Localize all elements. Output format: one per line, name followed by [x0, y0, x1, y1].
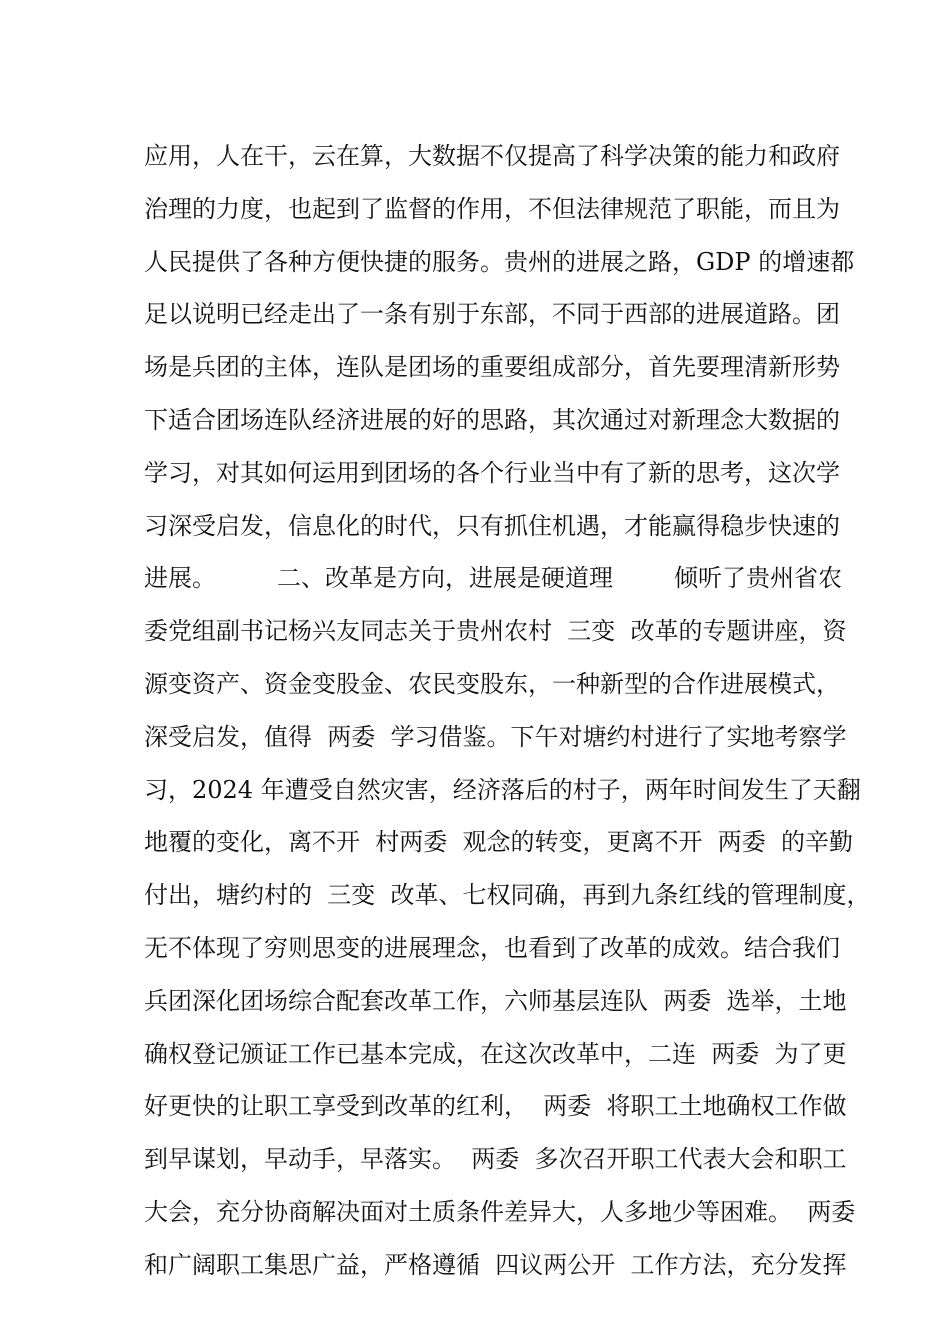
text-line: 深受启发，值得 两委 学习借鉴。下午对塘约村进行了实地考察学 — [144, 722, 847, 751]
text-line: 好更快的让职工享受到改革的红利， 两委 将职工土地确权工作做 — [144, 1092, 847, 1121]
text-line: 习，2024 年遭受自然灾害，经济落后的村子，两年时间发生了天翻 — [144, 775, 861, 804]
text-line: 应用，人在干，云在算，大数据不仅提高了科学决策的能力和政府 — [144, 142, 840, 170]
text-line: 习深受启发，信息化的时代，只有抓住机遇，才能赢得稳步快速的 — [144, 511, 840, 540]
text-line: 无不体现了穷则思变的进展理念，也看到了改革的成效。结合我们 — [144, 933, 840, 962]
text-line: 人民提供了各种方便快捷的服务。贵州的进展之路，GDP 的增速都 — [144, 247, 855, 276]
text-line: 委党组副书记杨兴友同志关于贵州农村 三变 改革的专题讲座，资 — [144, 617, 847, 646]
text-line: 下适合团场连队经济进展的好的思路，其次通过对新理念大数据的 — [144, 405, 840, 434]
text-line: 付出，塘约村的 三变 改革、七权同确，再到九条红线的管理制度， — [144, 881, 871, 910]
text-line: 到早谋划，早动手，早落实。 两委 多次召开职工代表大会和职工 — [144, 1145, 847, 1174]
text-line: 足以说明已经走出了一条有别于东部，不同于西部的进展道路。团 — [144, 300, 840, 329]
text-line: 大会，充分协商解决面对土质条件差异大，人多地少等困难。 两委 — [144, 1197, 856, 1226]
body-text — [144, 130, 871, 1292]
text-line: 兵团深化团场综合配套改革工作，六师基层连队 两委 选举，土地 — [144, 986, 847, 1015]
text-line: 地覆的变化，离不开 村两委 观念的转变，更离不开 两委 的辛勤 — [144, 828, 854, 857]
text-line: 治理的力度，也起到了监督的作用，不但法律规范了职能，而且为 — [144, 194, 840, 223]
text-line: 源变资产、资金变股金、农民变股东，一种新型的合作进展模式， — [144, 669, 840, 698]
text-line: 学习，对其如何运用到团场的各个行业当中有了新的思考，这次学 — [144, 458, 840, 487]
text-line: 场是兵团的主体，连队是团场的重要组成部分，首先要理清新形势 — [144, 353, 840, 382]
text-line: 确权登记颁证工作已基本完成，在这次改革中，二连 两委 为了更 — [144, 1039, 847, 1068]
section-heading-line: 进展。 二、改革是方向，进展是硬道理 倾听了贵州省农 — [144, 564, 843, 593]
text-line: 和广阔职工集思广益，严格遵循 四议两公开 工作方法，充分发挥 — [144, 1250, 847, 1279]
